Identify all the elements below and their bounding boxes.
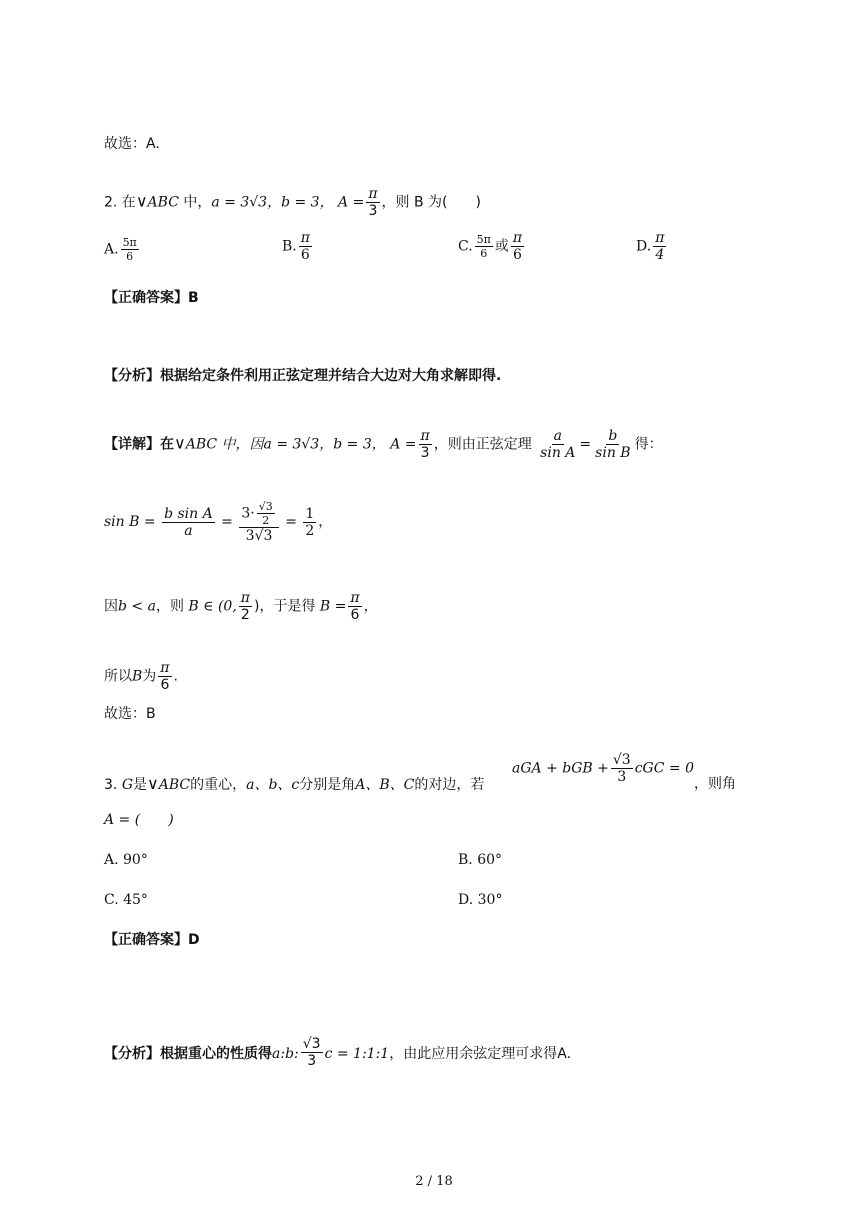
question-2-stem: 2. 在∨ABC 中，a = 3√3，b = 3， A = $\frac{\pi}{3}$ ，则 B 为( ) [104, 186, 481, 219]
since-line: 因b < a，则 B ∈ (0, $\frac{\pi}{2}$ )，于是得 B = $\frac{\pi}{6}$ ， [104, 590, 378, 623]
q3-option-d: D. 30° [458, 892, 503, 908]
detail-2-line: 【详解】在∨ABC 中，因a = 3√3，b = 3， A = $\frac{\pi}{3}$ ，则由正弦定理 $\frac{a}{\text{sin A}}$ = $\frac{b}{\text{sin B}}$ 得： [104, 428, 663, 461]
answer-2: 【正确答案】B [104, 290, 199, 306]
option-d: D. $\frac{\pi}{4}$ [636, 230, 665, 263]
analysis-3: 【分析】根据重心的性质得a:b: $\frac{√3}{3}$ c = 1:1:1，由此应用余弦定理可求得A. [104, 1036, 572, 1069]
q3-option-b: B. 60° [458, 852, 503, 868]
q3-option-c: C. 45° [104, 892, 148, 908]
choice-line-a: 故选：A. [104, 136, 160, 152]
question-3-tail: ，则角 [694, 776, 736, 792]
option-b: B. $\frac{\pi}{6}$ [282, 230, 310, 263]
option-c: C. $\frac{5\pi}{6}$ 或 $\frac{\pi}{6}$ [458, 230, 523, 263]
sine-formula: sin B = $\frac{\text{b sin A}}{a}$ = 3· $\frac{√3}{2}$ 3√3 = $\frac{1}{2}$ ， [104, 500, 333, 544]
option-a: A. $\frac{5\pi}{6}$ [104, 236, 137, 263]
page-number: 2 / 18 [415, 1174, 453, 1189]
answer-3: 【正确答案】D [104, 932, 200, 948]
q3-option-a: A. 90° [104, 852, 148, 868]
vector-equation: aGA + bGB + $\frac{√3}{3}$ cGC = 0 [512, 752, 694, 785]
analysis-2: 【分析】根据给定条件利用正弦定理并结合大边对大角求解即得. [104, 368, 502, 384]
question-3-stem: 3. G是∨ABC的重心，a、b、c分别是角A、B、C的对边，若 [104, 774, 485, 793]
so-line: 所以B为 $\frac{\pi}{6}$ . [104, 660, 178, 693]
choice-line-b: 故选：B [104, 706, 156, 722]
question-3-line2: A = ( ) [104, 812, 174, 828]
